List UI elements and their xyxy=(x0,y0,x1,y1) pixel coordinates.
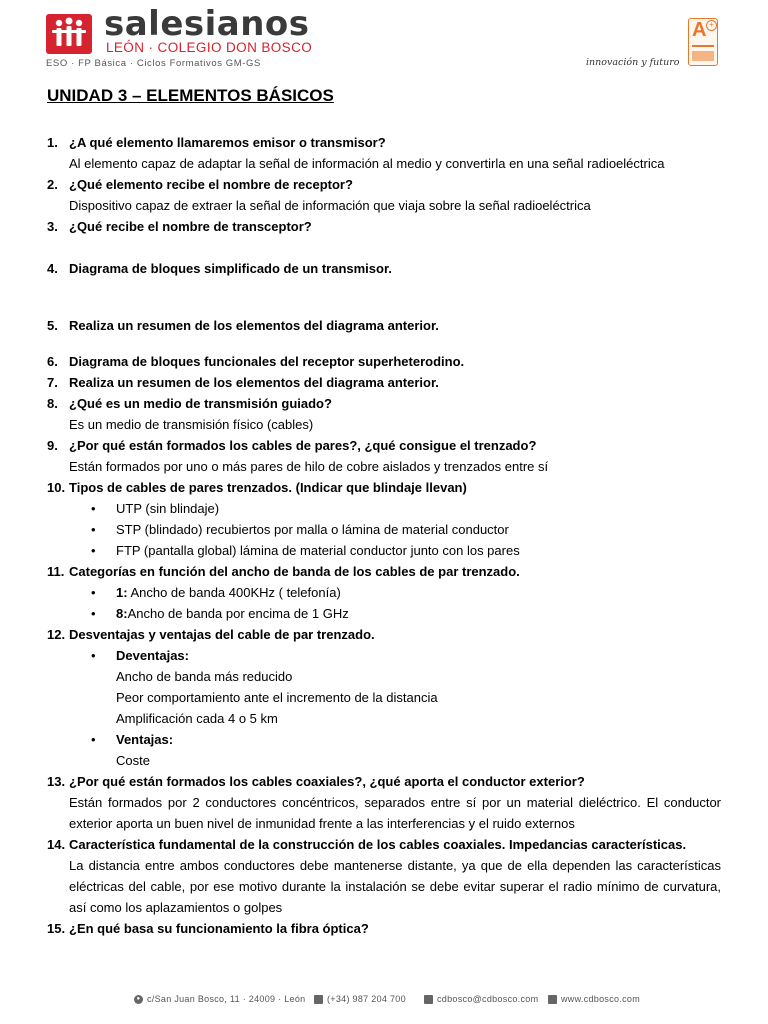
question-text: Tipos de cables de pares trenzados. (Indicar que blindaje llevan) xyxy=(69,480,467,495)
footer-address xyxy=(134,994,305,1004)
answer-space xyxy=(47,279,721,315)
question-number: 12. xyxy=(47,627,66,642)
answer-text: Están formados por 2 conductores concéntricos, separados entre sí por un material dieléctrico. El conductor exterior aporta un buen nivel de inmunidad frente a las interferencias y el ruido externos xyxy=(69,795,721,831)
question-text: ¿Por qué están formados los cables de pares?, ¿qué consigue el trenzado? xyxy=(69,438,537,453)
question-text: ¿Qué recibe el nombre de transceptor? xyxy=(69,219,312,234)
question-item xyxy=(47,372,721,393)
question-text: ¿Qué es un medio de transmisión guiado? xyxy=(69,396,332,411)
answer-space xyxy=(47,237,721,258)
question-item xyxy=(47,918,721,939)
bullet-item xyxy=(47,603,721,624)
web-icon xyxy=(548,995,557,1004)
question-item xyxy=(47,174,721,195)
bullet-item xyxy=(47,540,721,561)
question-number: 13. xyxy=(47,774,66,789)
education-levels: ESO · FP Básica · Ciclos Formativos GM-GS xyxy=(46,58,261,69)
question-text: ¿En qué basa su funcionamiento la fibra óptica? xyxy=(69,921,369,936)
answer-text: Dispositivo capaz de extraer la señal de información que viaja sobre la señal radioeléctrica xyxy=(69,198,591,213)
question-number: 3. xyxy=(47,219,58,234)
bullet-icon: • xyxy=(91,606,96,621)
answer-text: Es un medio de transmisión físico (cables) xyxy=(69,417,314,432)
location-icon: ● xyxy=(134,995,143,1004)
question-item xyxy=(47,315,721,336)
question-text: Desventajas y ventajas del cable de par trenzado. xyxy=(69,627,375,642)
web-text[interactable]: www.cdbosco.com xyxy=(561,994,641,1004)
brand-name: salesianos xyxy=(104,4,310,44)
answer-space xyxy=(47,336,721,351)
page-header xyxy=(0,0,768,80)
bullet-bold: 1: xyxy=(116,585,128,600)
email-text[interactable]: cdbosco@cdbosco.com xyxy=(437,994,539,1004)
question-item xyxy=(47,834,721,855)
bullet-item xyxy=(47,498,721,519)
cert-plus-icon: + xyxy=(706,20,717,31)
question-text: ¿Por qué están formados los cables coaxiales?, ¿qué aporta el conductor exterior? xyxy=(69,774,585,789)
disadvantage-item: Ancho de banda más reducido xyxy=(116,669,293,684)
question-text: Realiza un resumen de los elementos del diagrama anterior. xyxy=(69,318,439,333)
bullet-item xyxy=(47,582,721,603)
email-icon xyxy=(424,995,433,1004)
page-footer xyxy=(0,994,768,1010)
question-number: 7. xyxy=(47,375,58,390)
bullet-text xyxy=(116,603,349,624)
question-number: 11. xyxy=(47,564,65,579)
footer-phone xyxy=(314,994,406,1004)
answer-text: Están formados por uno o más pares de hilo de cobre aislados y trenzados entre sí xyxy=(69,459,549,474)
address-text: c/San Juan Bosco, 11 · 24009 · León xyxy=(147,994,306,1004)
bullet-item xyxy=(47,519,721,540)
question-number: 10. xyxy=(47,480,66,495)
question-item xyxy=(47,435,721,456)
question-text: Diagrama de bloques funcionales del receptor superheterodino. xyxy=(69,354,465,369)
bullet-icon: • xyxy=(91,501,96,516)
bullet-item xyxy=(47,729,721,750)
footer-email[interactable] xyxy=(424,994,538,1004)
question-item xyxy=(47,351,721,372)
advantages-label: Ventajas: xyxy=(116,732,174,747)
bullet-bold: 8: xyxy=(116,606,128,621)
question-text: Categorías en función del ancho de banda de los cables de par trenzado. xyxy=(69,564,520,579)
question-item xyxy=(47,258,721,279)
question-item xyxy=(47,216,721,237)
question-number: 14. xyxy=(47,837,66,852)
bullet-icon: • xyxy=(91,648,96,663)
question-number: 15. xyxy=(47,921,66,936)
question-text: Diagrama de bloques simplificado de un transmisor. xyxy=(69,261,392,276)
question-number: 1. xyxy=(47,135,58,150)
disadvantage-item: Amplificación cada 4 o 5 km xyxy=(116,711,278,726)
question-number: 4. xyxy=(47,261,58,276)
question-item xyxy=(47,477,721,498)
question-item xyxy=(47,771,721,792)
phone-text: (+34) 987 204 700 xyxy=(327,994,406,1004)
bullet-icon: • xyxy=(91,732,96,747)
bullet-icon: • xyxy=(91,585,96,600)
question-item xyxy=(47,393,721,414)
answer-text: La distancia entre ambos conductores debe mantenerse distante, ya que de ella dependen las características eléctricas del cable, por ese motivo durante la instalación se debe evitar superar el radio mínimo de curvatura, así como los aplazamientos o golpes xyxy=(69,858,721,915)
question-number: 8. xyxy=(47,396,58,411)
phone-icon xyxy=(314,995,323,1004)
question-text: Característica fundamental de la construcción de los cables coaxiales. Impedancias características. xyxy=(69,837,687,852)
cert-line xyxy=(692,45,714,47)
advantage-item: Coste xyxy=(116,753,150,768)
question-text: ¿A qué elemento llamaremos emisor o transmisor? xyxy=(69,135,386,150)
question-text: ¿Qué elemento recibe el nombre de receptor? xyxy=(69,177,353,192)
cert-mark: A xyxy=(692,19,707,41)
salesianos-logo xyxy=(46,14,92,54)
tagline: innovación y futuro xyxy=(586,57,680,68)
question-number: 2. xyxy=(47,177,58,192)
disadvantages-label: Deventajas: xyxy=(116,648,189,663)
question-item xyxy=(47,624,721,645)
question-number: 5. xyxy=(47,318,58,333)
footer-web[interactable] xyxy=(548,994,640,1004)
bullet-icon: • xyxy=(91,543,96,558)
question-item xyxy=(47,132,721,153)
brand-subtitle: LEÓN · COLEGIO DON BOSCO xyxy=(106,40,313,55)
certification-badge xyxy=(688,18,718,66)
bullet-text: STP (blindado) recubiertos por malla o lámina de material conductor xyxy=(116,522,509,537)
disadvantage-item: Peor comportamiento ante el incremento de la distancia xyxy=(116,690,438,705)
bullet-text: UTP (sin blindaje) xyxy=(116,501,220,516)
bullet-rest: Ancho de banda por encima de 1 GHz xyxy=(127,606,349,621)
question-item xyxy=(47,561,721,582)
answer-text: Al elemento capaz de adaptar la señal de información al medio y convertirla en una señal radioeléctrica xyxy=(69,156,665,171)
questions-list xyxy=(47,132,721,939)
page-title: UNIDAD 3 – ELEMENTOS BÁSICOS xyxy=(47,86,334,105)
bullet-text: FTP (pantalla global) lámina de material conductor junto con los pares xyxy=(116,543,520,558)
bullet-icon: • xyxy=(91,522,96,537)
bullet-text xyxy=(116,582,341,603)
question-number: 6. xyxy=(47,354,58,369)
cert-block xyxy=(692,51,714,61)
bullet-item xyxy=(47,645,721,666)
question-number: 9. xyxy=(47,438,58,453)
bullet-rest: Ancho de banda 400KHz ( telefonía) xyxy=(127,585,341,600)
question-text: Realiza un resumen de los elementos del diagrama anterior. xyxy=(69,375,439,390)
